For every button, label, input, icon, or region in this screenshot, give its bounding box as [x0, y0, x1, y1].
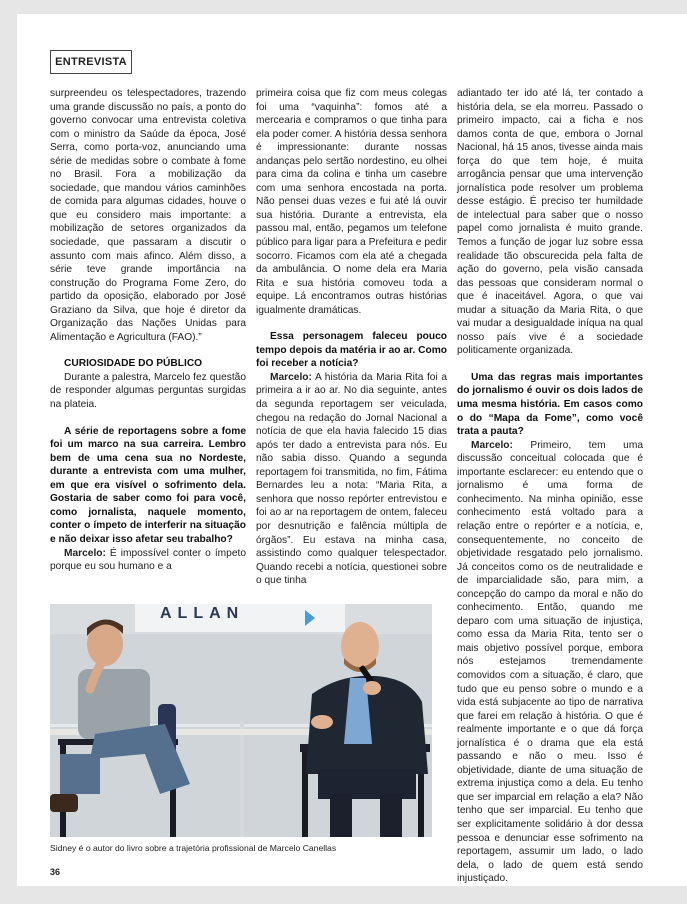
speaker-label: Marcelo:: [64, 547, 106, 559]
photo-caption: Sidney é o autor do livro sobre a trajetória profissional de Marcelo Canellas: [50, 843, 337, 853]
paragraph: Durante a palestra, Marcelo fez questão de responder algumas perguntas surgidas na plateia.: [50, 371, 246, 411]
paragraph: adiantado ter ido até lá, ter contado a história dela, se ela morreu. Passado o primeiro impacto, cai a ficha e nos damos conta de que, embora o Jornal Nacional, há 15 anos, tivesse ainda mais força do que tem hoje, é muita arrogância pensar que uma intervenção jornalística pode resolver um problema desse estágio. É preciso ter humildade de intelectual para saber que o nosso papel como jornalista é muito grande. Temos a função de jogar luz sobre essa realidade tão obscurecida pela falta de ação do governo, pela visão cansada das pessoas que consideram normal o que é inaceitável. Agora, o que vai mudar a situação da Maria Rita, o que vai mudar a desigualdade iníqua na qual nosso país vive é a sociedade politicamente organizada.: [457, 88, 643, 357]
column-1: [50, 87, 246, 574]
event-photo: [50, 604, 432, 837]
answer: [457, 439, 643, 886]
answer: [256, 371, 447, 588]
answer-text: É impossível conter o ímpeto porque eu sou humano e a: [50, 547, 246, 573]
subheading: CURIOSIDADE DO PÚBLICO: [64, 358, 203, 370]
page-number: 36: [50, 867, 61, 877]
answer-text: A história da Maria Rita foi a primeira a ir ao ar. No dia seguinte, antes da segunda reportagem ser veiculada, chegou na redação do Jornal Nacional a notícia de que ela havia falecido 15 dias após ter dado a entrevista para nós. Eu não sabia disso. Quando a segunda reportagem foi transmitida, no fim, Fátima Bernardes leu a nota: “Maria Rita, a senhora que nosso repórter entrevistou e foi ao ar na reportagem de ontem, faleceu por desnutrição e falência múltipla de órgãos”. Eu estava na minha casa, assistindo como qualquer telespectador. Quando recebi a notícia, questionei sobre o que tinha: [256, 371, 447, 587]
column-2: [256, 87, 447, 588]
banner-text: ALLAN: [160, 605, 245, 622]
answer-text: Primeiro, tem uma discussão conceitual colocada que é importante esclarecer: eu entendo que o jornalismo é uma forma de conhecimento. Na minha opinião, esse conhecimento está voltado para a relação entre o repórter e a notícia, e, consequentemente, no conceito de objetividade resgatado pelo jornalismo. Já conceitos como os de neutralidade e de imparcialidade são, para mim, a concepção do campo da moral e não do conhecimento. Então, quando me deparo com uma situação de injustiça, como essa da Maria Rita, tento ser o mais objetivo possível porque, embora nós estejamos tremendamente comovidos com a situação, é claro, que tudo que eu penso sobre o mundo e a vida está subjacente ao tipo de narrativa que farei em relação à história. O que é realmente importante e o que dá força jornalística é o drama que ela está passando e não o meu. Isso é objetividade, diante de uma situação de extrema injustiça como a dela. Eu tenho que ser imparcial em relação a ela? Não tenho que ser imparcial. Eu tenho que ser explicitamente solidário à dor dessa pessoa e denunciar esse sofrimento na reportagem, assumir um lado, o lado dela, o lado de quem está sendo injustiçado.: [457, 439, 643, 885]
speaker-label: Marcelo:: [471, 439, 513, 451]
question: Uma das regras mais importantes do jornalismo é ouvir os dois lados de uma mesma história. Em casos como o do “Mapa da Fome”, como você trata a pauta?: [457, 371, 643, 438]
photo-illustration: [50, 604, 432, 837]
section-tag: ENTREVISTA: [50, 50, 132, 74]
answer: [50, 547, 246, 574]
question: Essa personagem faleceu pouco tempo depois da matéria ir ao ar. Como foi receber a notícia?: [256, 331, 447, 370]
paragraph: primeira coisa que fiz com meus colegas foi uma “vaquinha”: fomos até a mercearia e compramos o que tinha para ela poder comer. A história dessa senhora é impressionante: durante nossas andanças pelo sertão nordestino, eu olhei para cima da colina e tinha um casebre com uma senhora encostada na porta. Não pensei duas vezes e fui até lá ouvir sua história. Durante a entrevista, ela passou mal, então, pegamos um telefone público para ligar para a Prefeitura e pedir socorro. Ficamos com ela até a chegada da ambulância. O nome dela era Maria Rita e sua história comoveu toda a equipe. Lá encontramos outras histórias igualmente dramáticas.: [256, 88, 447, 316]
column-3: [457, 87, 643, 886]
speaker-label: Marcelo:: [270, 371, 312, 383]
question: A série de reportagens sobre a fome foi um marco na sua carreira. Lembro bem de uma cena sua no Nordeste, durante a entrevista com uma mulher, em que era visível o sofrimento dela. Gostaria de saber como foi para você, como jornalista, naquele momento, conter o ímpeto de interferir na situação e não deixar isso afetar seu trabalho?: [50, 425, 246, 545]
paragraph: surpreendeu os telespectadores, trazendo uma grande discussão no país, a ponto do governo convocar uma entrevista coletiva com o ministro da Saúde da época, José Serra, como porta-voz, anunciando uma série de medidas sobre o combate à fome no Brasil. Fora a mobilização da sociedade, que mandou vários caminhões de comida para algumas cidades, houve o que eu considero mais importante: a mobilização de setores organizados da sociedade, que passaram a discutir o assunto com mais afinco. Além disso, a série teve grande importância na construção do Programa Fome Zero, do partido da oposição, elaborado por José Graziano da Silva, que hoje é diretor da Organização das Nações Unidas para Alimentação e Agricultura (FAO).”: [50, 88, 246, 343]
magazine-page: [17, 14, 687, 886]
